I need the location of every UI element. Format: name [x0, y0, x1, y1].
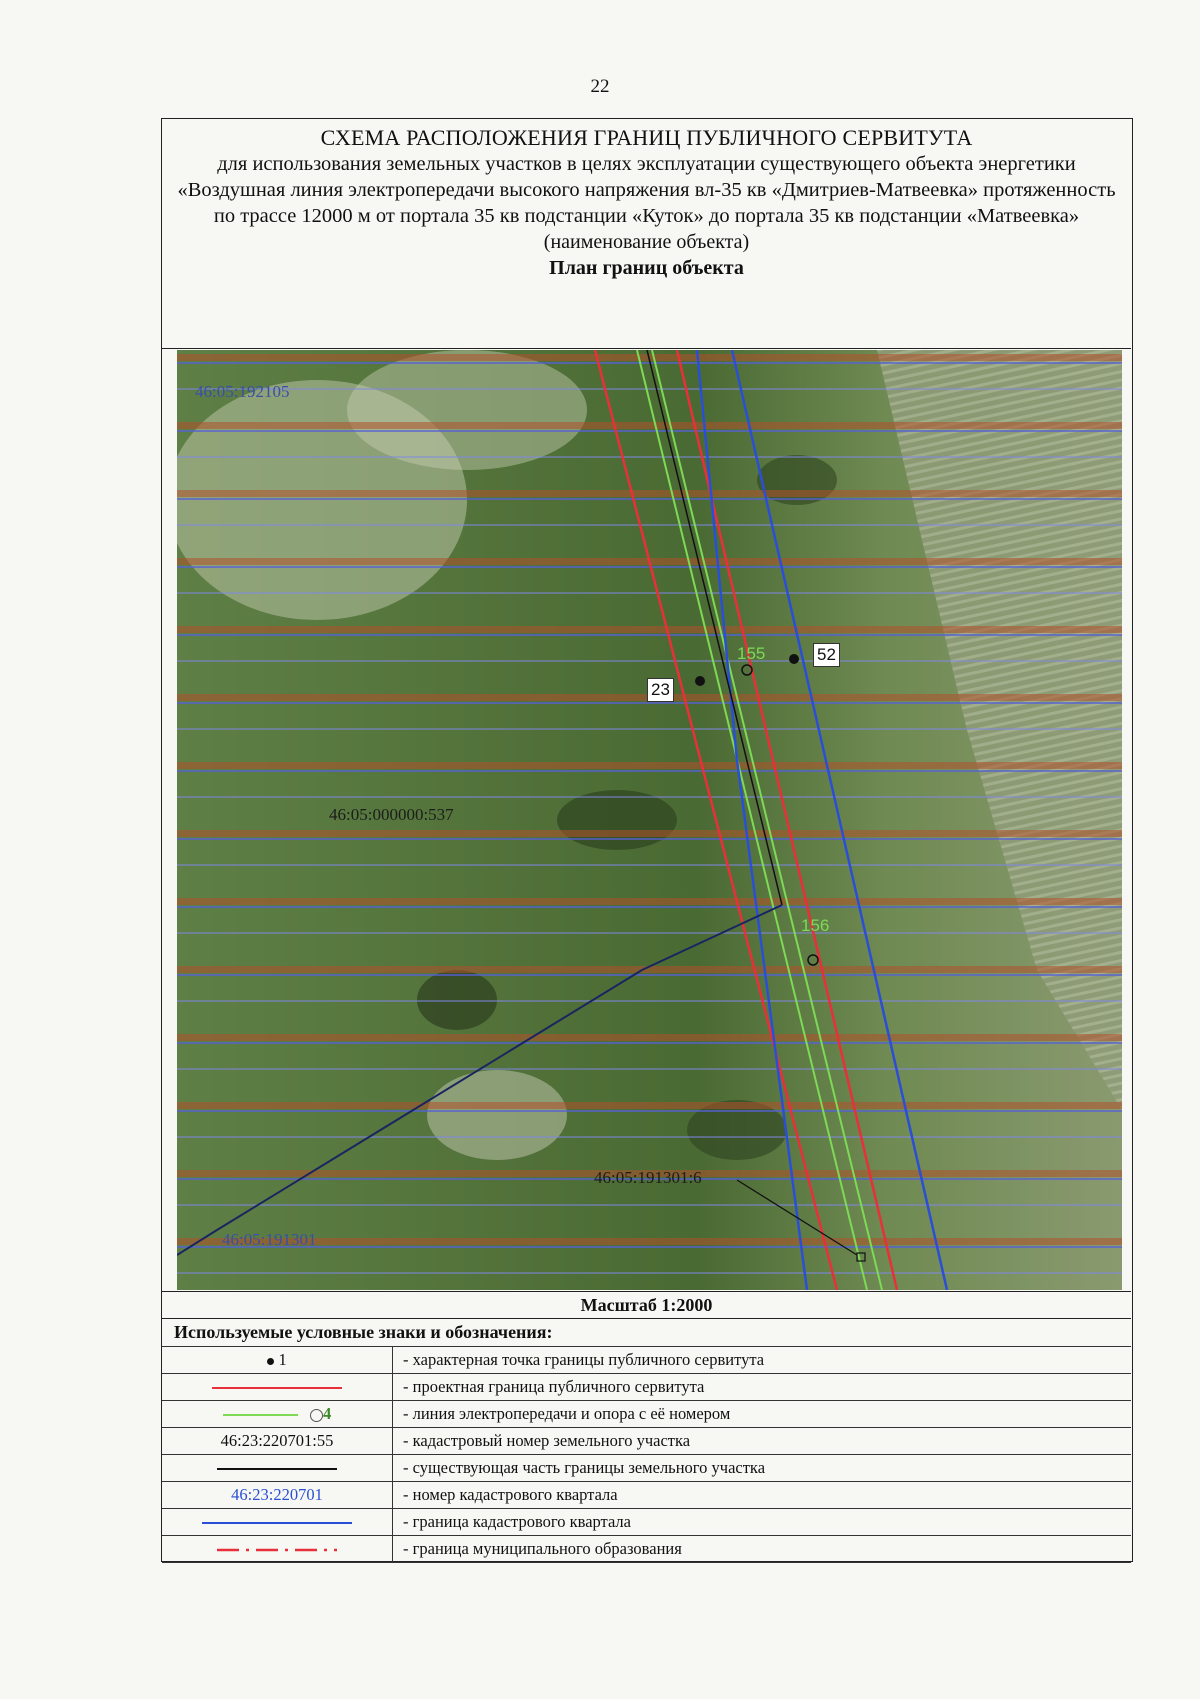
object-name-caption: (наименование объекта) — [543, 231, 750, 253]
map-canvas — [177, 350, 1122, 1290]
legend-description: - номер кадастрового квартала — [393, 1482, 1132, 1509]
scheme-subtitle: для использования земельных участков в целях эксплуатации существующего объекта энергетики «Воздушная линия электропередачи высокого напряжения вл-35 кв «Дмитриев-Матвеевка» протяженность по трассе 12000 м от портала 35 кв подстанции «Куток» до портала 35 кв подстанции «Матвеевка» — [177, 153, 1116, 227]
legend-symbol-red-line — [162, 1374, 393, 1401]
scheme-sheet — [161, 118, 1133, 1562]
legend-symbol-black-line — [162, 1455, 393, 1482]
legend-symbol-dashdot-line — [162, 1536, 393, 1563]
page-number: 22 — [590, 76, 610, 97]
boundary-point-52[interactable] — [789, 654, 799, 664]
support-number-156: 156 — [801, 916, 830, 935]
support-icon — [310, 1409, 323, 1422]
quarter-number-top: 46:05:192105 — [195, 382, 290, 401]
legend-row — [162, 1536, 1131, 1563]
scan-stripes — [177, 350, 1122, 1290]
legend-description: - характерная точка границы публичного сервитута — [393, 1347, 1132, 1374]
legend-description: - линия электропередачи и опора с её номером — [393, 1401, 1132, 1428]
red-line-icon — [212, 1387, 342, 1389]
legend-row — [162, 1428, 1131, 1455]
parcel-number-bottom: 46:05:191301:6 — [594, 1168, 702, 1187]
parcel-number-center: 46:05:000000:537 — [329, 805, 454, 824]
legend-symbol-text: 1 — [278, 1350, 287, 1369]
legend-row — [162, 1374, 1131, 1401]
support-number-155: 155 — [737, 644, 766, 663]
legend-description: - существующая часть границы земельного участка — [393, 1455, 1132, 1482]
point-tag-23: 23 — [647, 678, 674, 702]
legend-table — [162, 1346, 1131, 1563]
legend-row — [162, 1509, 1131, 1536]
point-icon — [267, 1358, 274, 1365]
legend-symbol-text: 46:23:220701:55 — [162, 1428, 393, 1455]
quarter-number-bottom: 46:05:191301 — [222, 1230, 317, 1249]
green-line-icon — [223, 1414, 298, 1416]
plan-title: План границ объекта — [549, 257, 744, 279]
legend-symbol-blue-text: 46:23:220701 — [162, 1482, 393, 1509]
legend-symbol-point — [162, 1347, 393, 1374]
legend-description: - проектная граница публичного сервитута — [393, 1374, 1132, 1401]
legend-row — [162, 1347, 1131, 1374]
legend-title: Используемые условные знаки и обозначения: — [174, 1322, 553, 1342]
blue-line-icon — [202, 1522, 352, 1524]
boundary-point-23[interactable] — [695, 676, 705, 686]
legend-symbol-blue-line — [162, 1509, 393, 1536]
legend-symbol-green-line — [162, 1401, 393, 1428]
legend-row — [162, 1482, 1131, 1509]
legend-row — [162, 1455, 1131, 1482]
point-tag-52: 52 — [813, 643, 840, 667]
legend-description: - граница кадастрового квартала — [393, 1509, 1132, 1536]
legend-symbol-text: 4 — [322, 1404, 332, 1423]
dashdot-line-icon — [217, 1547, 337, 1553]
legend-description: - кадастровый номер земельного участка — [393, 1428, 1132, 1455]
legend-row — [162, 1401, 1131, 1428]
map-scale: Масштаб 1:2000 — [162, 1291, 1131, 1319]
black-line-icon — [217, 1468, 337, 1470]
aerial-map[interactable] — [177, 350, 1122, 1290]
legend-description: - граница муниципального образования — [393, 1536, 1132, 1563]
scheme-header — [162, 119, 1131, 349]
scheme-title: СХЕМА РАСПОЛОЖЕНИЯ ГРАНИЦ ПУБЛИЧНОГО СЕРВИТУТА — [320, 125, 973, 150]
